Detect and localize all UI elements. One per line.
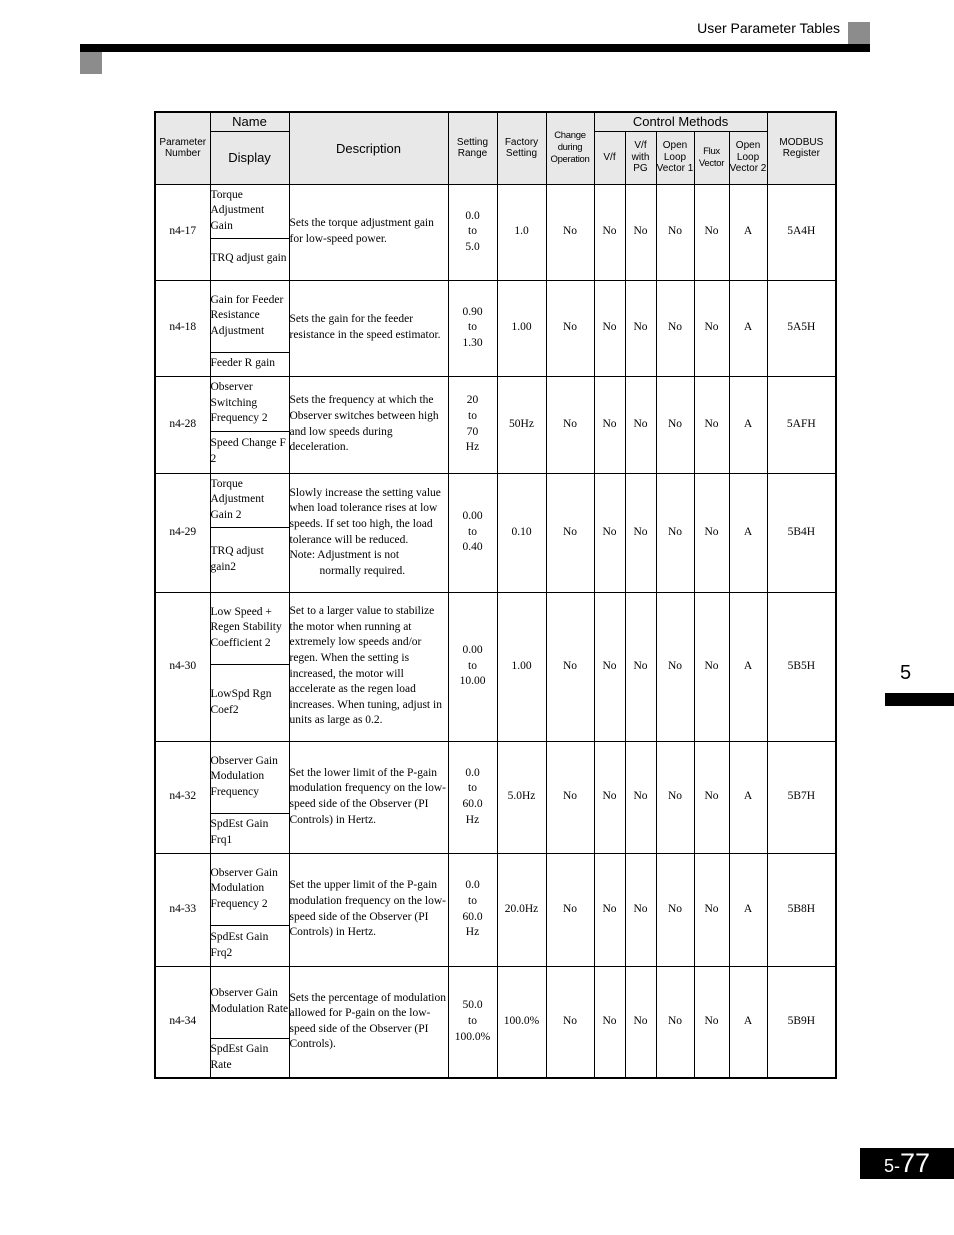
setting-range: 0.00 to 10.00 xyxy=(448,592,497,741)
param-number: n4-29 xyxy=(155,473,210,592)
method-olv1: No xyxy=(656,966,694,1078)
method-flux: No xyxy=(694,280,729,376)
change-during-operation: No xyxy=(546,966,594,1078)
method-olv1: No xyxy=(656,741,694,853)
method-olv2: A xyxy=(729,376,767,473)
param-name: Torque Adjustment Gain xyxy=(210,184,289,238)
method-olv2: A xyxy=(729,184,767,280)
chapter-tab-bar xyxy=(885,693,954,706)
factory-setting: 100.0% xyxy=(497,966,546,1078)
method-flux: No xyxy=(694,376,729,473)
method-flux: No xyxy=(694,741,729,853)
col-header-vf: V/f xyxy=(594,131,625,184)
modbus-register: 5AFH xyxy=(767,376,836,473)
method-olv1: No xyxy=(656,853,694,966)
change-during-operation: No xyxy=(546,473,594,592)
header-rule xyxy=(80,44,870,52)
method-vf: No xyxy=(594,741,625,853)
method-vf: No xyxy=(594,966,625,1078)
factory-setting: 1.00 xyxy=(497,592,546,741)
method-vf: No xyxy=(594,473,625,592)
setting-range: 0.0 to 5.0 xyxy=(448,184,497,280)
change-during-operation: No xyxy=(546,853,594,966)
method-olv1: No xyxy=(656,280,694,376)
param-description: Sets the torque adjustment gain for low-speed power. xyxy=(289,184,448,280)
method-olv2: A xyxy=(729,966,767,1078)
method-olv1: No xyxy=(656,592,694,741)
param-name: Observer Gain Modulation Frequency xyxy=(210,741,289,813)
modbus-register: 5B8H xyxy=(767,853,836,966)
param-name: Observer Switching Frequency 2 xyxy=(210,376,289,431)
change-during-operation: No xyxy=(546,592,594,741)
setting-range: 0.0 to 60.0 Hz xyxy=(448,741,497,853)
header-marker-square xyxy=(848,22,870,44)
col-header-modbus-register: MODBUS Register xyxy=(767,112,836,184)
method-flux: No xyxy=(694,184,729,280)
param-display: Feeder R gain xyxy=(210,352,289,376)
method-vf-pg: No xyxy=(625,280,656,376)
col-header-change-during-operation: Change during Operation xyxy=(546,112,594,184)
param-display: TRQ adjust gain2 xyxy=(210,527,289,592)
method-olv2: A xyxy=(729,473,767,592)
factory-setting: 1.00 xyxy=(497,280,546,376)
method-olv2: A xyxy=(729,280,767,376)
method-vf-pg: No xyxy=(625,853,656,966)
change-during-operation: No xyxy=(546,280,594,376)
method-vf: No xyxy=(594,853,625,966)
param-description: Set the upper limit of the P-gain modulation frequency on the low-speed side of the Observer (PI Controls) in Hertz. xyxy=(289,853,448,966)
modbus-register: 5A4H xyxy=(767,184,836,280)
col-header-flux-vector: Flux Vector xyxy=(694,131,729,184)
method-olv2: A xyxy=(729,741,767,853)
param-number: n4-28 xyxy=(155,376,210,473)
method-olv2: A xyxy=(729,853,767,966)
page-number-prefix: 5- xyxy=(883,1156,900,1176)
chapter-tab-number: 5 xyxy=(900,662,912,684)
col-header-parameter-number: Parameter Number xyxy=(155,112,210,184)
param-number: n4-33 xyxy=(155,853,210,966)
method-olv1: No xyxy=(656,473,694,592)
param-number: n4-30 xyxy=(155,592,210,741)
change-during-operation: No xyxy=(546,184,594,280)
param-description: Set the lower limit of the P-gain modulation frequency on the low-speed side of the Observer (PI Controls) in Hertz. xyxy=(289,741,448,853)
param-description: Sets the gain for the feeder resistance in the speed estimator. xyxy=(289,280,448,376)
param-display: SpdEst Gain Frq2 xyxy=(210,925,289,966)
setting-range: 0.90 to 1.30 xyxy=(448,280,497,376)
factory-setting: 50Hz xyxy=(497,376,546,473)
header-corner-square xyxy=(80,52,102,74)
change-during-operation: No xyxy=(546,741,594,853)
col-header-description: Description xyxy=(289,112,448,184)
method-vf-pg: No xyxy=(625,966,656,1078)
page-number: 77 xyxy=(899,1148,931,1178)
param-display: SpdEst Gain Rate xyxy=(210,1038,289,1078)
param-display: Speed Change F 2 xyxy=(210,431,289,473)
factory-setting: 20.0Hz xyxy=(497,853,546,966)
running-header-title: User Parameter Tables xyxy=(697,20,840,36)
parameter-table xyxy=(154,111,837,1079)
method-vf-pg: No xyxy=(625,376,656,473)
param-description: Sets the frequency at which the Observer switches between high and low speeds during deceleration. xyxy=(289,376,448,473)
param-name: Torque Adjustment Gain 2 xyxy=(210,473,289,527)
param-number: n4-32 xyxy=(155,741,210,853)
param-description: Set to a larger value to stabilize the motor when running at extremely low speeds and/or regen. When the setting is increased, the motor will accelerate as the regen load increases. When tuning, adjust in units as large as 0.2. xyxy=(289,592,448,741)
param-name: Observer Gain Modulation Frequency 2 xyxy=(210,853,289,925)
method-vf-pg: No xyxy=(625,592,656,741)
setting-range: 50.0 to 100.0% xyxy=(448,966,497,1078)
param-display: SpdEst Gain Frq1 xyxy=(210,813,289,853)
method-vf-pg: No xyxy=(625,473,656,592)
param-name: Observer Gain Modulation Rate xyxy=(210,966,289,1038)
method-olv1: No xyxy=(656,376,694,473)
method-vf: No xyxy=(594,376,625,473)
param-name: Low Speed + Regen Stability Coefficient 2 xyxy=(210,592,289,664)
factory-setting: 5.0Hz xyxy=(497,741,546,853)
setting-range: 0.0 to 60.0 Hz xyxy=(448,853,497,966)
method-vf: No xyxy=(594,280,625,376)
param-number: n4-34 xyxy=(155,966,210,1078)
col-header-open-loop-vector-1: Open Loop Vector 1 xyxy=(656,131,694,184)
method-olv2: A xyxy=(729,592,767,741)
col-header-display: Display xyxy=(210,131,289,184)
change-during-operation: No xyxy=(546,376,594,473)
param-number: n4-18 xyxy=(155,280,210,376)
method-vf-pg: No xyxy=(625,741,656,853)
method-flux: No xyxy=(694,853,729,966)
col-header-vf-with-pg: V/f with PG xyxy=(625,131,656,184)
modbus-register: 5B5H xyxy=(767,592,836,741)
method-vf: No xyxy=(594,184,625,280)
setting-range: 0.00 to 0.40 xyxy=(448,473,497,592)
param-display: LowSpd Rgn Coef2 xyxy=(210,664,289,741)
param-description: Sets the percentage of modulation allowed for P-gain on the low-speed side of the Observer (PI Controls). xyxy=(289,966,448,1078)
factory-setting: 1.0 xyxy=(497,184,546,280)
param-description: Slowly increase the setting value when load tolerance rises at low speeds. If set too high, the load tolerance will be reduced. Note: Adjustment is not normally required. xyxy=(289,473,448,592)
col-header-factory-setting: Factory Setting xyxy=(497,112,546,184)
modbus-register: 5A5H xyxy=(767,280,836,376)
setting-range: 20 to 70 Hz xyxy=(448,376,497,473)
modbus-register: 5B7H xyxy=(767,741,836,853)
col-header-name: Name xyxy=(210,112,289,131)
factory-setting: 0.10 xyxy=(497,473,546,592)
method-vf-pg: No xyxy=(625,184,656,280)
method-vf: No xyxy=(594,592,625,741)
method-olv1: No xyxy=(656,184,694,280)
param-name: Gain for Feeder Resistance Adjustment xyxy=(210,280,289,352)
method-flux: No xyxy=(694,592,729,741)
param-number: n4-17 xyxy=(155,184,210,280)
modbus-register: 5B9H xyxy=(767,966,836,1078)
method-flux: No xyxy=(694,966,729,1078)
param-display: TRQ adjust gain xyxy=(210,238,289,280)
col-header-open-loop-vector-2: Open Loop Vector 2 xyxy=(729,131,767,184)
col-header-control-methods: Control Methods xyxy=(594,112,767,131)
col-header-setting-range: Setting Range xyxy=(448,112,497,184)
page-number-box xyxy=(860,1148,954,1179)
modbus-register: 5B4H xyxy=(767,473,836,592)
method-flux: No xyxy=(694,473,729,592)
